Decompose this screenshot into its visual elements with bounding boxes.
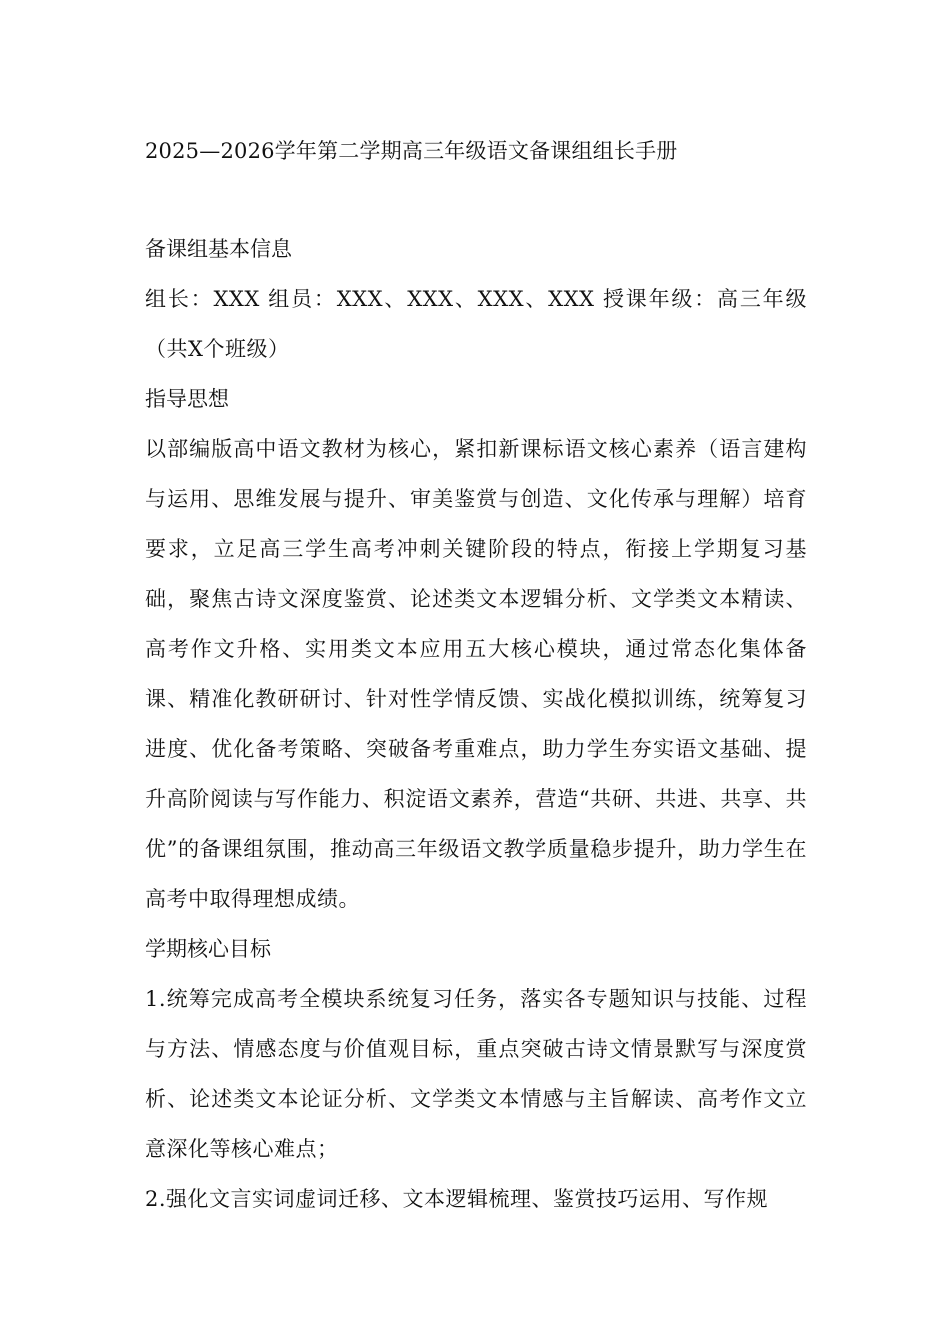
section-heading-basic-info: 备课组基本信息 [145,237,292,261]
document-body [145,126,807,1224]
core-goal-item-2: 2.强化文言实词虚词迁移、文本逻辑梳理、鉴赏技巧运用、写作规 [145,1187,769,1211]
basic-info-paragraph: 组长：XXX 组员：XXX、XXX、XXX、XXX 授课年级：高三年级（共X个班级） [145,287,807,361]
section-heading-guiding-ideology: 指导思想 [145,387,229,411]
guiding-ideology-paragraph: 以部编版高中语文教材为核心，紧扣新课标语文核心素养（语言建构与运用、思维发展与提升、审美鉴赏与创造、文化传承与理解）培育要求，立足高三学生高考冲刺关键阶段的特点，衔接上学期复习基础，聚焦古诗文深度鉴赏、论述类文本逻辑分析、文学类文本精读、高考作文升格、实用类文本应用五大核心模块，通过常态化集体备课、精准化教研研讨、针对性学情反馈、实战化模拟训练，统筹复习进度、优化备考策略、突破备考重难点，助力学生夯实语文基础、提升高阶阅读与写作能力、积淀语文素养，营造“共研、共进、共享、共优”的备课组氛围，推动高三年级语文教学质量稳步提升，助力学生在高考中取得理想成绩。 [145,437,807,911]
document-title: 2025—2026学年第二学期高三年级语文备课组组长手册 [145,139,678,163]
core-goal-item-1: 1.统筹完成高考全模块系统复习任务，落实各专题知识与技能、过程与方法、情感态度与价值观目标，重点突破古诗文情景默写与深度赏析、论述类文本论证分析、文学类文本情感与主旨解读、高考作文立意深化等核心难点； [145,987,807,1161]
section-heading-core-goals: 学期核心目标 [145,937,271,961]
